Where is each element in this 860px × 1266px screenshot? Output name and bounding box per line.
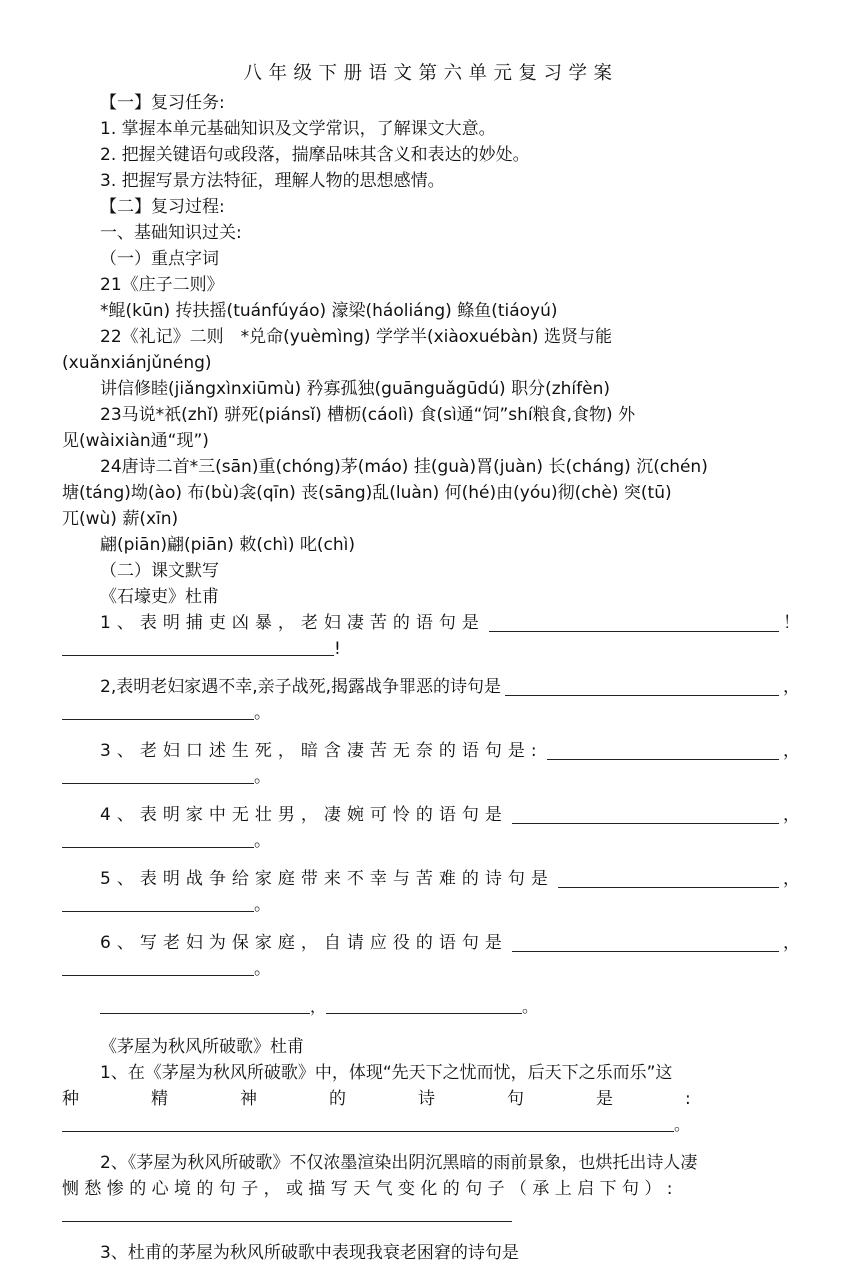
- answer-blank[interactable]: [62, 1203, 512, 1222]
- period-mark: 。: [254, 959, 271, 979]
- section1-heading: 【一】复习任务:: [100, 93, 225, 113]
- exclamation-mark: !: [334, 639, 341, 659]
- question-1: [62, 610, 800, 662]
- lesson22-line3: 讲信修睦(jiǎngxìnxiūmù) 矜寡孤独(guānguǎgūdú) 职分(zhífèn): [100, 379, 610, 399]
- answer-blank[interactable]: [505, 677, 779, 696]
- part1-heading: 一、基础知识过关:: [100, 223, 242, 243]
- lesson24-line2: 塘(táng)坳(ào) 布(bù)衾(qīn) 丧(sāng)乱(luàn) 何(hé)由(yóu)彻(chè) 突(tū): [62, 483, 672, 503]
- comma-mark: ，: [783, 677, 800, 697]
- lesson22-line1: 22《礼记》二则 *兑命(yuèmìng) 学学半(xiàoxuébàn) 选贤与能: [100, 327, 612, 347]
- question-1-text: 1、表明捕吏凶暴，老妇凄苦的语句是: [100, 613, 485, 633]
- question-4: [62, 802, 800, 854]
- comma-mark: ，: [783, 869, 800, 889]
- poem2-question-1-line1: 1、在《茅屋为秋风所破歌》中，体现“先天下之忧而忧，后天下之乐而乐”这: [100, 1063, 673, 1083]
- task-1: 1. 掌握本单元基础知识及文学常识，了解课文大意。: [100, 119, 496, 139]
- answer-blank[interactable]: [489, 613, 779, 632]
- poem2-question-2-line1: 2、《茅屋为秋风所破歌》不仅浓墨渲染出阴沉黑暗的雨前景象，也烘托出诗人凄: [100, 1153, 698, 1173]
- poem2-question-3-line1: 3、杜甫的茅屋为秋风所破歌中表现我衰老困窘的诗句是: [100, 1243, 519, 1263]
- sub1-heading: （一）重点字词: [100, 249, 219, 269]
- page-title: 八年级下册语文第六单元复习学案: [243, 63, 619, 84]
- period-mark: 。: [254, 703, 271, 723]
- lesson24-line4: 翩(piān)翩(piān) 敕(chì) 叱(chì): [100, 535, 355, 555]
- period-mark: 。: [254, 895, 271, 915]
- poem1-title: 《石壕吏》杜甫: [100, 587, 219, 607]
- lesson21-words: *鲲(kūn) 抟扶摇(tuánfúyáo) 濠梁(háoliáng) 鲦鱼(tiáoyú): [100, 301, 558, 321]
- period-mark: 。: [522, 997, 539, 1016]
- answer-blank[interactable]: [62, 893, 254, 912]
- lesson22-line2: (xuǎnxiánjǔnéng): [62, 353, 212, 373]
- exclamation-mark: ！: [783, 613, 800, 633]
- answer-blank[interactable]: [62, 957, 254, 976]
- question-4-text: 4、表明家中无壮男，凄婉可怜的语句是: [100, 805, 508, 825]
- comma-mark: ，: [783, 933, 800, 953]
- task-2: 2. 把握关键语句或段落，揣摩品味其含义和表达的妙处。: [100, 145, 530, 165]
- poem2-title: 《茅屋为秋风所破歌》杜甫: [100, 1037, 304, 1057]
- period-mark: 。: [254, 767, 271, 787]
- answer-blank[interactable]: [558, 869, 779, 888]
- worksheet-page: [62, 62, 800, 1266]
- question-6: [62, 930, 800, 982]
- question-2-text: 2,表明老妇家遇不幸,亲子战死,揭露战争罪恶的诗句是: [100, 677, 502, 697]
- lesson23-line2: 见(wàixiàn通“现”): [62, 431, 209, 451]
- period-mark: 。: [254, 831, 271, 851]
- question-3-text: 3、老妇口述生死，暗含凄苦无奈的语句是:: [100, 741, 543, 761]
- lesson23-line1: 23马说*祇(zhǐ) 骈死(piánsǐ) 槽枥(cáolì) 食(sì通“饲”shí粮食,食物) 外: [100, 405, 636, 425]
- answer-blank[interactable]: [62, 829, 254, 848]
- lesson24-line1: 24唐诗二首*三(sān)重(chóng)茅(máo) 挂(guà)罥(juàn) 长(cháng) 沉(chén): [100, 457, 708, 477]
- question-5-text: 5、表明战争给家庭带来不幸与苦难的诗句是: [100, 869, 554, 889]
- answer-blank[interactable]: [326, 995, 522, 1014]
- lesson24-line3: 兀(wù) 薪(xīn): [62, 509, 179, 529]
- comma-mark: ，: [783, 805, 800, 825]
- question-3: [62, 738, 800, 790]
- sub2-heading: （二）课文默写: [100, 561, 219, 581]
- answer-blank[interactable]: [100, 995, 310, 1014]
- question-5: [62, 866, 800, 918]
- answer-blank[interactable]: [512, 933, 779, 952]
- section2-heading: 【二】复习过程:: [100, 197, 225, 217]
- comma-mark: ，: [310, 997, 327, 1016]
- lesson21-title: 21《庄子二则》: [100, 275, 224, 295]
- answer-blank[interactable]: [62, 637, 334, 656]
- comma-mark: ，: [783, 741, 800, 761]
- question-2: [62, 674, 800, 726]
- answer-blank[interactable]: [62, 701, 254, 720]
- answer-blank[interactable]: [62, 765, 254, 784]
- poem2-question-1-line2: 种精神的诗句是:: [62, 1089, 763, 1109]
- question-6-text: 6、写老妇为保家庭，自请应役的语句是: [100, 933, 508, 953]
- answer-blank[interactable]: [62, 1113, 674, 1132]
- answer-blank[interactable]: [547, 741, 779, 760]
- period-mark: 。: [674, 1115, 691, 1134]
- poem2-question-2-line2: 恻愁惨的心境的句子，或描写天气变化的句子（承上启下句）:: [62, 1179, 678, 1199]
- answer-blank[interactable]: [512, 805, 779, 824]
- task-3: 3. 把握写景方法特征，理解人物的思想感情。: [100, 171, 445, 191]
